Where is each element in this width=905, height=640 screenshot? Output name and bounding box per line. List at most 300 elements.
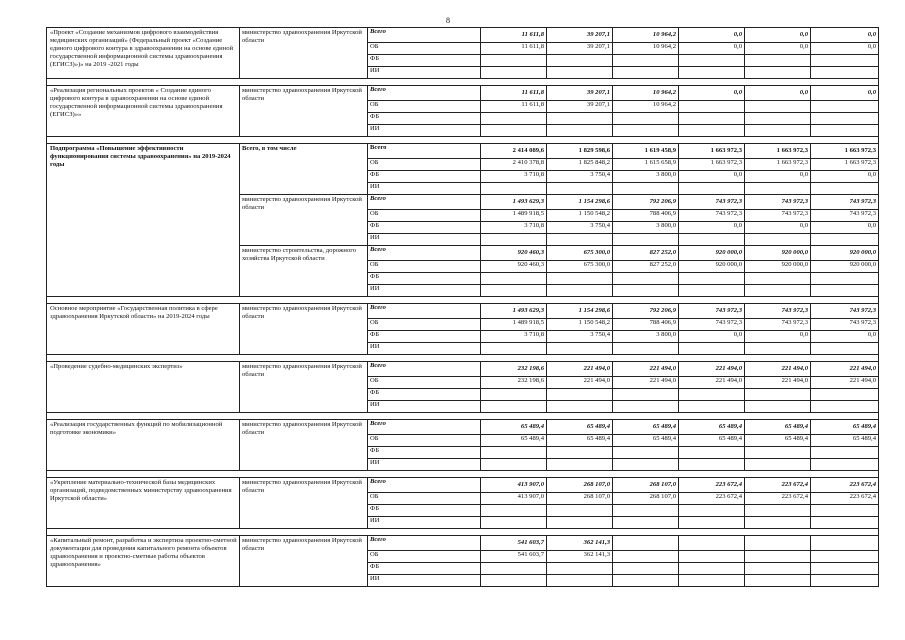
amount-cell <box>811 67 879 79</box>
amount-cell <box>481 389 547 401</box>
amount-cell: 65 489,4 <box>679 435 745 447</box>
amount-cell: 362 141,3 <box>547 536 613 551</box>
amount-cell: 1 663 972,3 <box>811 159 879 171</box>
amount-cell <box>613 447 679 459</box>
amount-cell <box>679 285 745 297</box>
spacer-cell <box>240 413 368 420</box>
amount-cell: 920 000,0 <box>811 246 879 261</box>
spacer-cell <box>679 413 745 420</box>
amount-cell: 39 207,1 <box>547 28 613 43</box>
amount-cell <box>613 401 679 413</box>
amount-cell <box>745 505 811 517</box>
amount-cell: 223 672,4 <box>679 493 745 505</box>
amount-cell <box>547 517 613 529</box>
amount-cell <box>547 575 613 587</box>
amount-cell <box>745 273 811 285</box>
amount-cell <box>613 183 679 195</box>
spacer-cell <box>811 137 879 144</box>
spacer-cell <box>745 529 811 536</box>
funding-source: ФБ <box>368 447 481 459</box>
funding-source: ФБ <box>368 55 481 67</box>
spacer-cell <box>368 79 481 86</box>
funding-source: ОБ <box>368 493 481 505</box>
amount-cell <box>679 67 745 79</box>
amount-cell <box>679 234 745 246</box>
amount-cell: 743 972,3 <box>811 195 879 210</box>
amount-cell: 39 207,1 <box>547 86 613 101</box>
executor-name: министерство здравоохранения Иркутской области <box>240 478 368 529</box>
funding-source: ИИ <box>368 459 481 471</box>
amount-cell: 10 964,2 <box>613 28 679 43</box>
amount-cell: 0,0 <box>745 28 811 43</box>
amount-cell <box>811 55 879 67</box>
amount-cell: 268 107,0 <box>613 478 679 493</box>
spacer-row <box>47 297 879 304</box>
amount-cell <box>481 563 547 575</box>
spacer-cell <box>481 355 547 362</box>
funding-source: ОБ <box>368 551 481 563</box>
program-name: «Реализация региональных проектов « Создание единого цифрового контура в здравоохранении на основе единой государственной информационной системы здравоохранения (ЕГИСЗ)»» <box>47 86 240 137</box>
amount-cell <box>811 343 879 355</box>
funding-source: ФБ <box>368 171 481 183</box>
spacer-cell <box>240 471 368 478</box>
amount-cell: 221 494,0 <box>811 377 879 389</box>
amount-cell: 1 663 972,3 <box>745 144 811 159</box>
amount-cell: 65 489,4 <box>481 435 547 447</box>
amount-cell: 223 672,4 <box>745 478 811 493</box>
amount-cell: 39 207,1 <box>547 101 613 113</box>
funding-source: ИИ <box>368 285 481 297</box>
spacer-cell <box>240 79 368 86</box>
amount-cell <box>481 575 547 587</box>
spacer-cell <box>547 529 613 536</box>
amount-cell: 223 672,4 <box>745 493 811 505</box>
amount-cell <box>679 551 745 563</box>
amount-cell: 0,0 <box>679 43 745 55</box>
amount-cell: 743 972,3 <box>679 304 745 319</box>
funding-source: Всего <box>368 478 481 493</box>
spacer-cell <box>240 297 368 304</box>
amount-cell: 743 972,3 <box>745 304 811 319</box>
amount-cell <box>679 575 745 587</box>
funding-source: ОБ <box>368 101 481 113</box>
amount-cell: 1 154 298,6 <box>547 304 613 319</box>
amount-cell: 11 611,8 <box>481 86 547 101</box>
amount-cell: 2 410 378,8 <box>481 159 547 171</box>
spacer-cell <box>47 413 240 420</box>
executor-name: министерство здравоохранения Иркутской области <box>240 304 368 355</box>
spacer-cell <box>745 355 811 362</box>
amount-cell: 11 611,8 <box>481 28 547 43</box>
amount-cell: 743 972,3 <box>679 210 745 222</box>
amount-cell: 2 414 089,6 <box>481 144 547 159</box>
amount-cell <box>481 343 547 355</box>
amount-cell <box>613 273 679 285</box>
amount-cell: 1 493 629,3 <box>481 304 547 319</box>
amount-cell: 11 611,8 <box>481 43 547 55</box>
amount-cell: 10 964,2 <box>613 101 679 113</box>
spacer-cell <box>613 137 679 144</box>
spacer-cell <box>368 137 481 144</box>
amount-cell: 65 489,4 <box>613 435 679 447</box>
page-number: 8 <box>446 16 450 25</box>
amount-cell: 3 800,0 <box>613 331 679 343</box>
amount-cell <box>481 459 547 471</box>
amount-cell: 0,0 <box>811 171 879 183</box>
spacer-cell <box>47 297 240 304</box>
funding-source: ФБ <box>368 222 481 234</box>
amount-cell: 0,0 <box>745 331 811 343</box>
amount-cell <box>811 563 879 575</box>
amount-cell: 743 972,3 <box>745 319 811 331</box>
amount-cell: 221 494,0 <box>679 377 745 389</box>
executor-name: министерство здравоохранения Иркутской области <box>240 195 368 246</box>
amount-cell <box>811 505 879 517</box>
amount-cell <box>481 67 547 79</box>
amount-cell <box>679 536 745 551</box>
funding-source: ОБ <box>368 319 481 331</box>
amount-cell: 1 825 848,2 <box>547 159 613 171</box>
amount-cell: 3 710,8 <box>481 331 547 343</box>
amount-cell: 65 489,4 <box>547 420 613 435</box>
amount-cell <box>613 517 679 529</box>
funding-source: Всего <box>368 362 481 377</box>
executor-name: Всего, в том числе <box>240 144 368 195</box>
funding-source: ОБ <box>368 43 481 55</box>
spacer-cell <box>745 471 811 478</box>
spacer-cell <box>240 529 368 536</box>
spacer-cell <box>613 413 679 420</box>
spacer-row <box>47 471 879 478</box>
amount-cell <box>811 447 879 459</box>
table-row <box>47 362 879 377</box>
amount-cell: 3 710,8 <box>481 171 547 183</box>
amount-cell: 221 494,0 <box>613 377 679 389</box>
amount-cell: 920 000,0 <box>679 246 745 261</box>
amount-cell <box>613 234 679 246</box>
funding-source: ФБ <box>368 505 481 517</box>
amount-cell <box>745 55 811 67</box>
amount-cell <box>613 551 679 563</box>
amount-cell: 743 972,3 <box>679 319 745 331</box>
amount-cell <box>547 183 613 195</box>
spacer-cell <box>481 471 547 478</box>
program-name: «Реализация государственных функций по мобилизационной подготовке экономики» <box>47 420 240 471</box>
funding-source: ИИ <box>368 125 481 137</box>
executor-name: министерство строительства, дорожного хозяйства Иркутской области <box>240 246 368 297</box>
amount-cell <box>613 343 679 355</box>
amount-cell <box>745 183 811 195</box>
amount-cell <box>679 505 745 517</box>
spacer-row <box>47 137 879 144</box>
amount-cell: 0,0 <box>745 171 811 183</box>
amount-cell: 0,0 <box>811 43 879 55</box>
amount-cell <box>745 389 811 401</box>
amount-cell: 1 663 972,3 <box>679 144 745 159</box>
funding-source: ОБ <box>368 261 481 273</box>
amount-cell: 0,0 <box>679 86 745 101</box>
spacer-cell <box>481 413 547 420</box>
funding-source: Всего <box>368 536 481 551</box>
amount-cell: 541 603,7 <box>481 551 547 563</box>
funding-source: ОБ <box>368 435 481 447</box>
spacer-cell <box>679 297 745 304</box>
amount-cell: 413 907,0 <box>481 478 547 493</box>
amount-cell: 0,0 <box>745 43 811 55</box>
amount-cell <box>811 401 879 413</box>
amount-cell: 743 972,3 <box>745 195 811 210</box>
amount-cell: 3 800,0 <box>613 222 679 234</box>
program-name: Основное мероприятие «Государственная политика в сфере здравоохранения Иркутской области» на 2019-2024 годы <box>47 304 240 355</box>
amount-cell: 0,0 <box>679 331 745 343</box>
amount-cell <box>745 67 811 79</box>
amount-cell <box>547 234 613 246</box>
amount-cell <box>547 505 613 517</box>
amount-cell: 1 663 972,3 <box>811 144 879 159</box>
amount-cell <box>811 536 879 551</box>
amount-cell <box>547 285 613 297</box>
amount-cell: 1 489 918,5 <box>481 319 547 331</box>
funding-source: ИИ <box>368 234 481 246</box>
amount-cell <box>613 67 679 79</box>
spacer-row <box>47 355 879 362</box>
amount-cell <box>811 113 879 125</box>
spacer-cell <box>47 355 240 362</box>
spacer-row <box>47 413 879 420</box>
amount-cell: 0,0 <box>745 222 811 234</box>
spacer-cell <box>47 529 240 536</box>
spacer-cell <box>613 471 679 478</box>
amount-cell: 221 494,0 <box>613 362 679 377</box>
amount-cell <box>613 389 679 401</box>
spacer-cell <box>745 413 811 420</box>
spacer-cell <box>745 297 811 304</box>
spacer-cell <box>811 529 879 536</box>
amount-cell: 920 460,3 <box>481 261 547 273</box>
funding-source: ИИ <box>368 517 481 529</box>
amount-cell: 0,0 <box>811 331 879 343</box>
funding-source: ФБ <box>368 273 481 285</box>
amount-cell: 232 198,6 <box>481 362 547 377</box>
amount-cell: 221 494,0 <box>547 362 613 377</box>
amount-cell: 232 198,6 <box>481 377 547 389</box>
amount-cell <box>613 459 679 471</box>
amount-cell <box>745 125 811 137</box>
amount-cell <box>745 101 811 113</box>
table-row <box>47 86 879 101</box>
amount-cell: 920 000,0 <box>679 261 745 273</box>
spacer-cell <box>547 297 613 304</box>
spacer-cell <box>240 355 368 362</box>
amount-cell <box>547 273 613 285</box>
amount-cell: 1 154 298,6 <box>547 195 613 210</box>
amount-cell: 920 000,0 <box>745 261 811 273</box>
amount-cell <box>613 575 679 587</box>
spacer-row <box>47 529 879 536</box>
budget-table <box>46 27 879 587</box>
program-name: «Проведение судебно-медицинских экспертиз» <box>47 362 240 413</box>
table-row <box>47 478 879 493</box>
amount-cell <box>613 113 679 125</box>
amount-cell: 675 300,0 <box>547 261 613 273</box>
amount-cell: 221 494,0 <box>811 362 879 377</box>
amount-cell <box>613 125 679 137</box>
amount-cell: 541 603,7 <box>481 536 547 551</box>
amount-cell: 65 489,4 <box>811 435 879 447</box>
funding-source: Всего <box>368 144 481 159</box>
amount-cell <box>547 343 613 355</box>
amount-cell: 221 494,0 <box>745 362 811 377</box>
amount-cell: 65 489,4 <box>679 420 745 435</box>
amount-cell <box>481 113 547 125</box>
amount-cell: 0,0 <box>811 222 879 234</box>
amount-cell <box>613 505 679 517</box>
amount-cell: 0,0 <box>745 86 811 101</box>
amount-cell <box>481 517 547 529</box>
amount-cell <box>679 183 745 195</box>
amount-cell: 10 964,2 <box>613 43 679 55</box>
amount-cell: 221 494,0 <box>547 377 613 389</box>
spacer-cell <box>547 137 613 144</box>
amount-cell <box>745 343 811 355</box>
spacer-cell <box>613 529 679 536</box>
amount-cell <box>679 459 745 471</box>
amount-cell <box>547 125 613 137</box>
amount-cell <box>811 125 879 137</box>
executor-name: министерство здравоохранения Иркутской области <box>240 536 368 587</box>
funding-source: ОБ <box>368 377 481 389</box>
program-name: «Проект «Создание механизмов цифрового взаимодействия медицинских организаций» (Федеральный проект «Создание единого цифрового контура в здравоохранении на основе единой государственной информационной системы здравоохранения (ЕГИСЗ)»)» на 2019 -2021 годы <box>47 28 240 79</box>
amount-cell <box>679 125 745 137</box>
spacer-cell <box>811 297 879 304</box>
funding-source: ИИ <box>368 401 481 413</box>
spacer-cell <box>679 137 745 144</box>
executor-name: министерство здравоохранения Иркутской области <box>240 86 368 137</box>
spacer-cell <box>481 79 547 86</box>
spacer-cell <box>481 297 547 304</box>
spacer-cell <box>47 471 240 478</box>
funding-source: ИИ <box>368 575 481 587</box>
spacer-cell <box>745 79 811 86</box>
funding-source: Всего <box>368 86 481 101</box>
funding-source: ОБ <box>368 210 481 222</box>
amount-cell <box>613 285 679 297</box>
amount-cell: 920 000,0 <box>745 246 811 261</box>
amount-cell <box>811 517 879 529</box>
amount-cell: 920 000,0 <box>811 261 879 273</box>
spacer-cell <box>481 137 547 144</box>
amount-cell: 1 663 972,3 <box>745 159 811 171</box>
amount-cell: 1 150 548,2 <box>547 319 613 331</box>
spacer-cell <box>811 413 879 420</box>
amount-cell <box>679 517 745 529</box>
spacer-cell <box>240 137 368 144</box>
amount-cell <box>481 55 547 67</box>
amount-cell: 788 406,9 <box>613 319 679 331</box>
amount-cell: 65 489,4 <box>481 420 547 435</box>
funding-source: ОБ <box>368 159 481 171</box>
spacer-cell <box>547 471 613 478</box>
amount-cell <box>547 389 613 401</box>
amount-cell <box>679 343 745 355</box>
amount-cell <box>547 447 613 459</box>
amount-cell: 10 964,2 <box>613 86 679 101</box>
amount-cell: 1 493 629,3 <box>481 195 547 210</box>
funding-source: ФБ <box>368 113 481 125</box>
amount-cell <box>811 234 879 246</box>
spacer-cell <box>679 355 745 362</box>
amount-cell <box>481 401 547 413</box>
amount-cell: 3 800,0 <box>613 171 679 183</box>
amount-cell: 223 672,4 <box>811 493 879 505</box>
amount-cell: 1 150 548,2 <box>547 210 613 222</box>
amount-cell <box>745 517 811 529</box>
amount-cell: 3 750,4 <box>547 222 613 234</box>
amount-cell <box>679 101 745 113</box>
amount-cell <box>679 401 745 413</box>
amount-cell: 3 710,8 <box>481 222 547 234</box>
amount-cell: 743 972,3 <box>811 319 879 331</box>
spacer-cell <box>613 355 679 362</box>
program-name: «Капитальный ремонт, разработка и экспертиза проектно-сметной документации для проведения капитального ремонта объектов здравоохранения и проектно-сметные работы объектов здравоохранения» <box>47 536 240 587</box>
amount-cell <box>679 55 745 67</box>
amount-cell: 0,0 <box>679 28 745 43</box>
funding-source: Всего <box>368 28 481 43</box>
spacer-cell <box>547 79 613 86</box>
amount-cell: 0,0 <box>811 28 879 43</box>
amount-cell <box>745 536 811 551</box>
spacer-cell <box>481 529 547 536</box>
amount-cell: 827 252,0 <box>613 261 679 273</box>
table-row <box>47 536 879 551</box>
spacer-cell <box>679 529 745 536</box>
amount-cell <box>745 447 811 459</box>
amount-cell <box>811 183 879 195</box>
amount-cell <box>679 389 745 401</box>
spacer-cell <box>368 297 481 304</box>
spacer-cell <box>613 297 679 304</box>
executor-name: министерство здравоохранения Иркутской области <box>240 28 368 79</box>
amount-cell: 1 615 658,9 <box>613 159 679 171</box>
funding-source: Всего <box>368 195 481 210</box>
table-row <box>47 28 879 43</box>
amount-cell: 413 907,0 <box>481 493 547 505</box>
amount-cell <box>481 125 547 137</box>
amount-cell <box>679 273 745 285</box>
table-row <box>47 420 879 435</box>
spacer-cell <box>368 471 481 478</box>
spacer-cell <box>47 79 240 86</box>
executor-name: министерство здравоохранения Иркутской области <box>240 362 368 413</box>
spacer-cell <box>368 413 481 420</box>
amount-cell: 3 750,4 <box>547 171 613 183</box>
amount-cell <box>547 55 613 67</box>
amount-cell: 221 494,0 <box>679 362 745 377</box>
amount-cell: 268 107,0 <box>547 493 613 505</box>
amount-cell <box>745 401 811 413</box>
amount-cell <box>679 447 745 459</box>
amount-cell: 1 663 972,3 <box>679 159 745 171</box>
amount-cell <box>547 401 613 413</box>
spacer-cell <box>679 471 745 478</box>
amount-cell <box>481 183 547 195</box>
amount-cell: 65 489,4 <box>745 435 811 447</box>
amount-cell: 743 972,3 <box>811 304 879 319</box>
funding-source: ИИ <box>368 343 481 355</box>
amount-cell: 792 206,9 <box>613 195 679 210</box>
amount-cell <box>811 101 879 113</box>
funding-source: Всего <box>368 246 481 261</box>
